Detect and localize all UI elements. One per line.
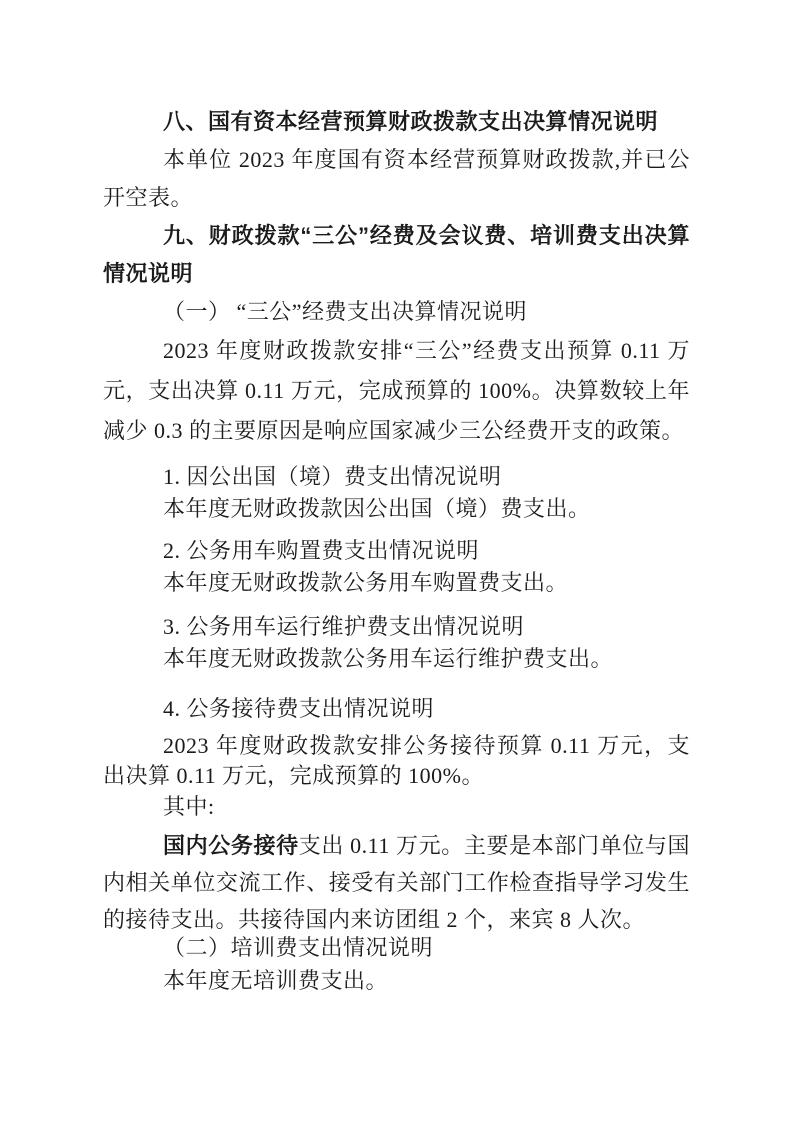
subsection-1-heading: （一） “三公”经费支出决算情况说明: [163, 299, 528, 324]
item-2-body: 本年度无财政拨款公务用车购置费支出。: [163, 570, 569, 595]
domestic-reception-label: 国内公务接待: [163, 833, 299, 858]
item-4-body: 2023 年度财政拨款安排公务接待预算 0.11 万元，支出决算 0.11 万元，完成预算的 100%。: [103, 733, 690, 788]
item-4-heading: 4. 公务接待费支出情况说明: [163, 696, 435, 721]
item-1-heading: 1. 因公出国（境）费支出情况说明: [163, 464, 502, 489]
among-which-label: 其中:: [163, 794, 215, 819]
section-8-body: 本单位 2023 年度国有资本经营预算财政拨款,并已公开空表。: [103, 147, 690, 210]
domestic-reception-paragraph: [103, 827, 690, 938]
item-3-heading: 3. 公务用车运行维护费支出情况说明: [163, 614, 525, 639]
section-9-heading: 九、财政拨款“三公”经费及会议费、培训费支出决算情况说明: [103, 223, 690, 286]
domestic-reception-text: 支出 0.11 万元。主要是本部门单位与国内相关单位交流工作、接受有关部门工作检查指导学习发生的接待支出。共接待国内来访团组 2 个，来宾 8 人次。: [103, 833, 690, 932]
subsection-2-heading: （二）培训费支出情况说明: [163, 935, 434, 960]
subsection-1-body: 2023 年度财政拨款安排“三公”经费支出预算 0.11 万元，支出决算 0.11 万元，完成预算的 100%。决算数较上年减少 0.3 的主要原因是响应国家减少三公经费开支的政策。: [103, 338, 690, 443]
item-1-body: 本年度无财政拨款因公出国（境）费支出。: [163, 496, 591, 521]
section-8-heading: 八、国有资本经营预算财政拨款支出决算情况说明: [163, 109, 659, 134]
item-2-heading: 2. 公务用车购置费支出情况说明: [163, 538, 480, 563]
subsection-2-body: 本年度无培训费支出。: [163, 968, 389, 993]
item-3-body: 本年度无财政拨款公务用车运行维护费支出。: [163, 646, 614, 671]
